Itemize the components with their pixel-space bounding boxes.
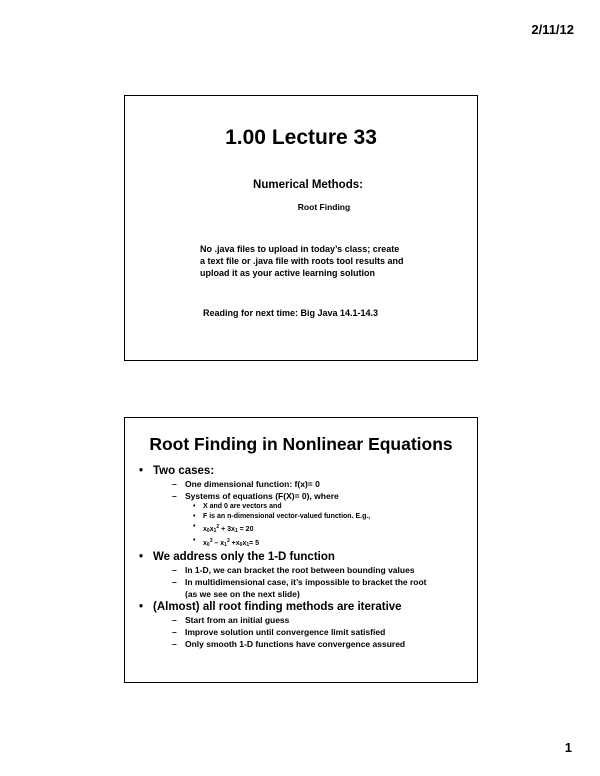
reading-assignment: Reading for next time: Big Java 14.1-14.3 — [203, 308, 379, 318]
lecture-title: 1.00 Lecture 33 — [225, 126, 377, 149]
sub-bullet-item — [139, 478, 471, 490]
dash-marker: – — [172, 491, 177, 501]
sub-bullet-item — [139, 564, 471, 576]
slide-heading: Root Finding in Nonlinear Equations — [149, 434, 453, 454]
sub-bullet-continuation — [139, 588, 471, 600]
slide-bullets — [139, 464, 471, 650]
bullet-marker: • — [193, 503, 196, 510]
dash-marker: – — [172, 639, 177, 649]
sub-sub-bullet-item — [139, 512, 471, 522]
dash-marker: – — [172, 627, 177, 637]
upload-note — [200, 243, 440, 279]
dash-marker: – — [172, 479, 177, 489]
bullet-text: Two cases: — [153, 465, 215, 477]
upload-note-line: No .java files to upload in today’s class; create — [200, 244, 400, 254]
sub-bullet-text: Improve solution until convergence limit satisfied — [185, 627, 386, 637]
lecture-subtitle-line-2: Root Finding — [297, 202, 351, 212]
sub-bullet-text: Systems of equations (F(X)= 0), where — [185, 491, 339, 501]
dash-marker: – — [172, 615, 177, 625]
dash-marker: – — [172, 577, 177, 587]
bullet-item — [139, 550, 471, 564]
sub-bullet-text: In multidimensional case, it’s impossible to bracket the root — [185, 577, 427, 587]
slide-root-finding — [124, 417, 478, 683]
sub-bullet-item — [139, 576, 471, 588]
slide-title — [124, 95, 478, 361]
equation-1: • $x_0x_1^2 + 3x_1 = 20$ — [193, 523, 254, 534]
page-date: 2/11/12 — [531, 22, 574, 37]
sub-bullet-item — [139, 626, 471, 638]
sub-bullet-text: One dimensional function: f(x)= 0 — [185, 479, 320, 489]
dash-marker: – — [172, 565, 177, 575]
bullet-item — [139, 600, 471, 614]
bullet-marker: • — [139, 465, 144, 477]
bullet-marker: • — [193, 513, 196, 520]
bullet-item — [139, 464, 471, 478]
bullet-marker: • — [193, 523, 196, 530]
sub-bullet-text: Start from an initial guess — [185, 615, 290, 625]
sub-bullet-text: Only smooth 1-D functions have convergence assured — [185, 639, 406, 649]
page-number: 1 — [564, 740, 572, 755]
sub-bullet-item — [139, 490, 471, 502]
upload-note-line: a text file or .java file with roots tool results and — [200, 256, 404, 266]
bullet-marker: • — [139, 551, 144, 563]
sub-bullet-item — [139, 614, 471, 626]
sub-sub-bullet-item — [139, 502, 471, 512]
bullet-text: We address only the 1-D function — [153, 551, 335, 563]
upload-note-line: upload it as your active learning solution — [200, 268, 376, 278]
bullet-text: (Almost) all root finding methods are iterative — [153, 601, 402, 613]
sub-bullet-text: In 1-D, we can bracket the root between bounding values — [185, 565, 415, 575]
sub-bullet-text: (as we see on the next slide) — [185, 589, 300, 599]
bullet-marker: • — [193, 537, 196, 544]
equation-2: • $x_0^3 - x_1^2 +x_0x_1= 5$ — [193, 537, 260, 548]
sub-sub-bullet-text: X and 0 are vectors and — [203, 503, 282, 510]
sub-sub-bullet-text: F is an n-dimensional vector-valued function. E.g., — [203, 513, 371, 520]
bullet-marker: • — [139, 601, 144, 613]
sub-bullet-item — [139, 638, 471, 650]
lecture-subtitle-line-1: Numerical Methods: — [253, 179, 363, 191]
